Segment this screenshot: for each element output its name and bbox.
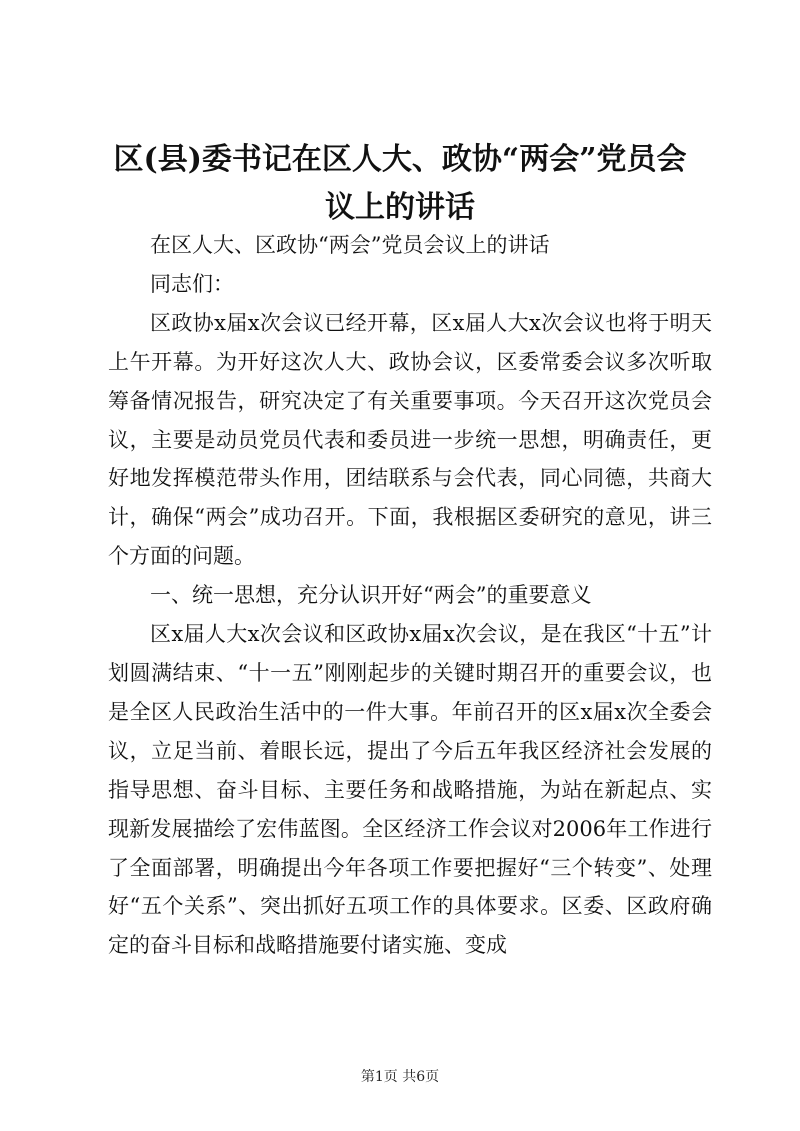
body-paragraph: 区x届人大x次会议和区政协x届x次会议，是在我区“十五”计划圆满结束、“十一五”刚刚起步的关键时期召开的重要会议，也是全区人民政治生活中的一件大事。年前召开的区x届x次全委会议，立足当前、着眼长远，提出了今后五年我区经济社会发展的指导思想、奋斗目标、主要任务和战略措施，为站在新起点、实现新发展描绘了宏伟蓝图。全区经济工作会议对2006年工作进行了全面部署，明确提出今年各项工作要把握好“三个转变”、处理好“五个关系”、突出抓好五项工作的具体要求。区委、区政府确定的奋斗目标和战略措施要付诸实施、变成 <box>108 622 712 958</box>
section-heading: 一、统一思想，充分认识开好“两会”的重要意义 <box>150 583 592 608</box>
body-paragraph: 区政协x届x次会议已经开幕，区x届人大x次会议也将于明天上午开幕。为开好这次人大、政协会议，区委常委会议多次听取筹备情况报告，研究决定了有关重要事项。今天召开这次党员会议，主要是动员党员代表和委员进一步统一思想，明确责任，更好地发挥模范带头作用，团结联系与会代表，同心同德，共商大计，确保“两会”成功召开。下面，我根据区委研究的意见，讲三个方面的问题。 <box>108 310 712 569</box>
page-number-footer: 第1页 共6页 <box>360 1069 440 1085</box>
document-title: 区(县)委书记在区人大、政协“两会”党员会议上的讲话 <box>113 142 687 225</box>
subtitle-paragraph: 在区人大、区政协“两会”党员会议上的讲话 <box>150 233 550 257</box>
document-body <box>108 226 712 965</box>
salutation-paragraph: 同志们： <box>150 271 234 296</box>
